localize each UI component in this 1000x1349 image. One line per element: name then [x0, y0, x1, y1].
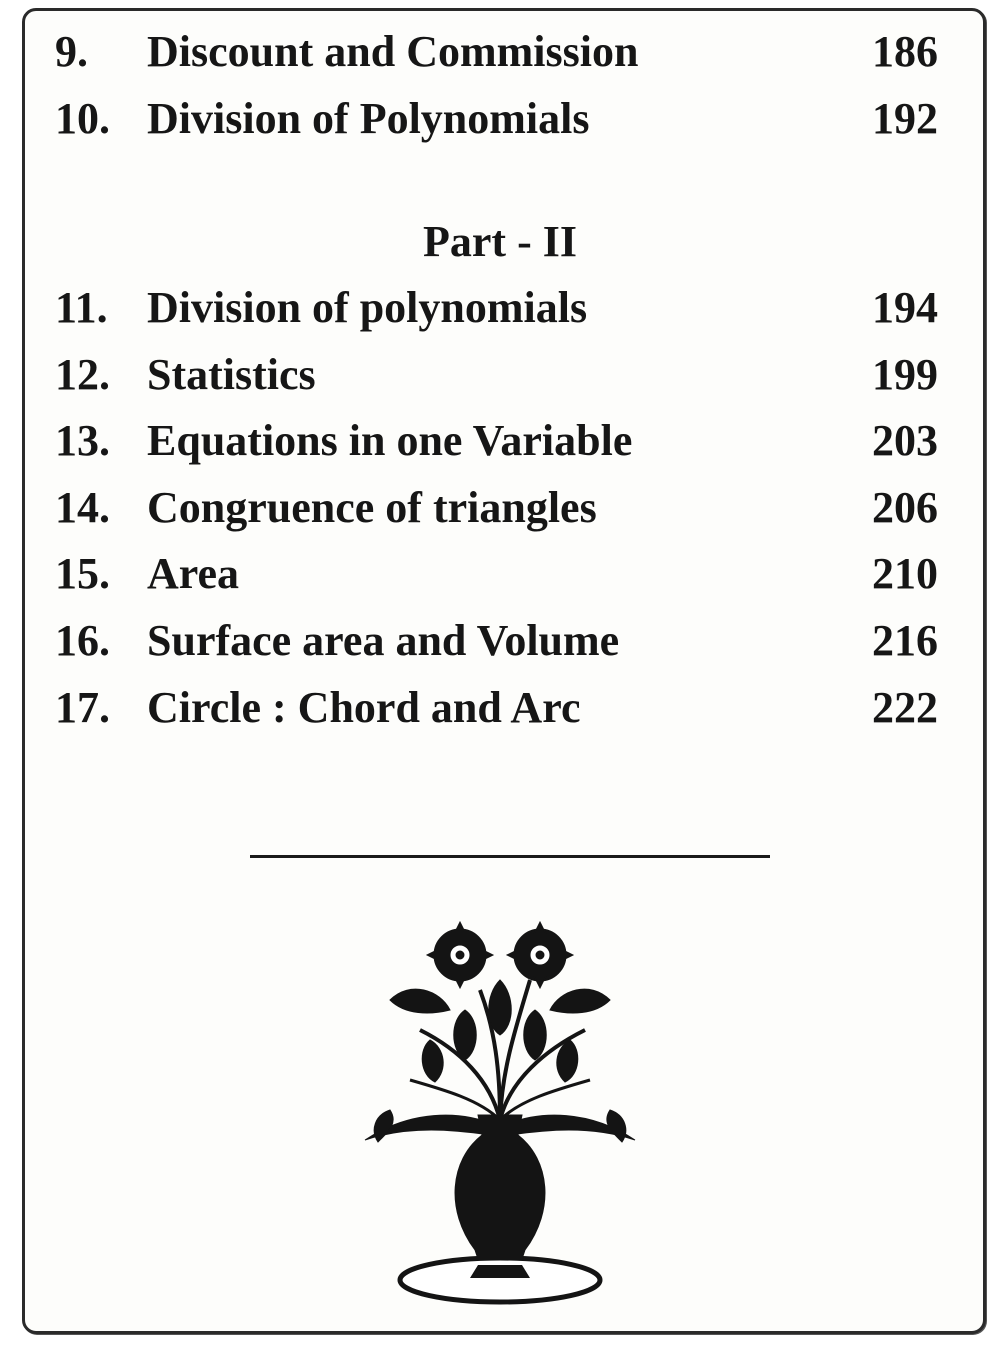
entry-page: 216 [872, 616, 938, 665]
entry-page: 199 [872, 350, 938, 399]
entry-title: Area [147, 549, 240, 598]
section-divider [250, 855, 770, 858]
entry-page: 210 [872, 549, 938, 598]
entry-title: Statistics [147, 350, 316, 399]
entry-number: 17. [55, 683, 110, 732]
entry-page: 194 [872, 283, 938, 332]
entry-number: 12. [55, 350, 110, 399]
entry-title: Division of polynomials [147, 283, 588, 332]
part-two-heading: Part - II [423, 217, 577, 266]
entry-page: 222 [872, 683, 938, 732]
entry-number: 11. [55, 283, 108, 332]
entry-title: Equations in one Variable [147, 416, 633, 465]
toc-entry-9[interactable] [55, 22, 938, 82]
entry-page: 192 [872, 94, 938, 143]
flower-vase-icon [350, 910, 650, 1315]
toc-entry-11[interactable] [55, 278, 938, 338]
entry-page: 186 [872, 27, 938, 76]
entry-title: Congruence of triangles [147, 483, 597, 532]
toc-entry-12[interactable] [55, 345, 938, 405]
toc-entry-14[interactable] [55, 478, 938, 538]
entry-number: 13. [55, 416, 110, 465]
entry-number: 15. [55, 549, 110, 598]
entry-number: 16. [55, 616, 110, 665]
entry-title: Discount and Commission [147, 27, 639, 76]
toc-entry-16[interactable] [55, 611, 938, 671]
toc-entry-13[interactable] [55, 411, 938, 471]
entry-number: 10. [55, 94, 110, 143]
entry-page: 203 [872, 416, 938, 465]
entry-title: Circle : Chord and Arc [147, 683, 581, 732]
entry-page: 206 [872, 483, 938, 532]
toc-entry-17[interactable] [55, 678, 938, 738]
toc-entry-10[interactable] [55, 89, 938, 149]
toc-entry-15[interactable] [55, 544, 938, 604]
entry-title: Division of Polynomials [147, 94, 590, 143]
entry-title: Surface area and Volume [147, 616, 620, 665]
entry-number: 9. [55, 27, 88, 76]
entry-number: 14. [55, 483, 110, 532]
